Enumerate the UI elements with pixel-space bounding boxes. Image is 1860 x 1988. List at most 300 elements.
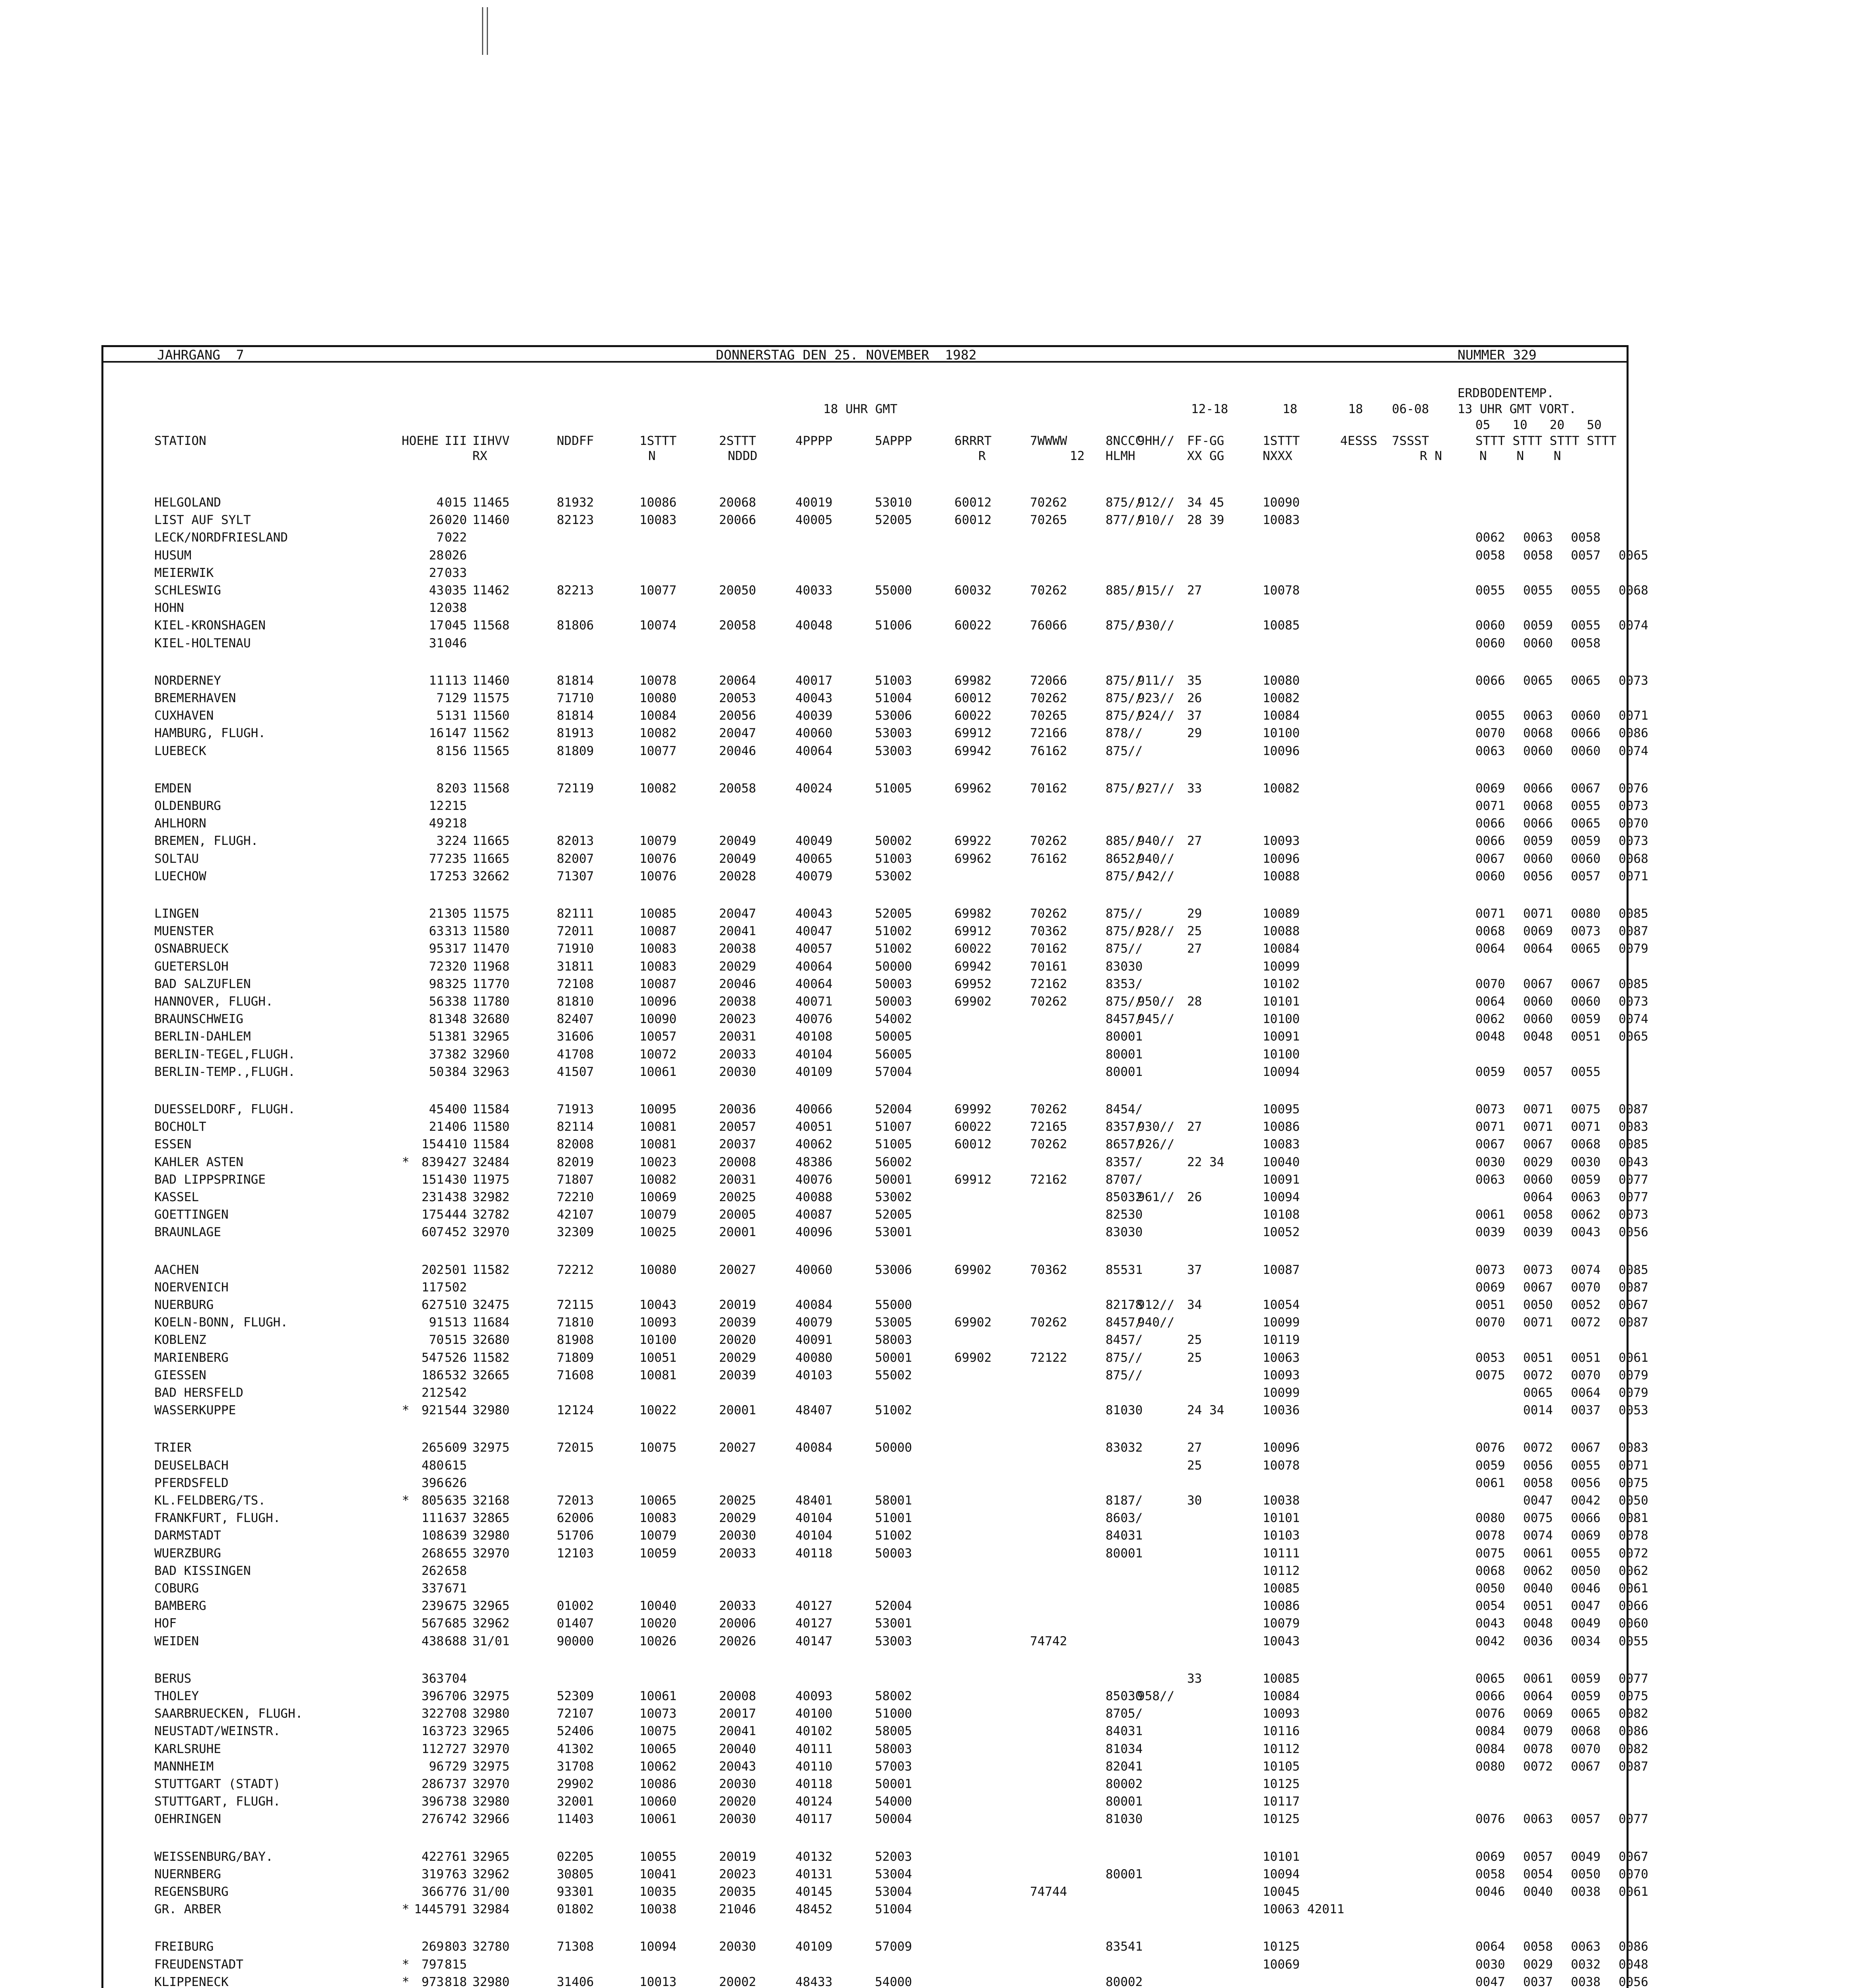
- station-name: WASSERKUPPE: [154, 1403, 236, 1417]
- cell-iii: 609: [445, 1441, 467, 1455]
- cell-temp20: 0065: [1571, 942, 1601, 956]
- cell-iii: 235: [445, 852, 467, 866]
- cell-iihvv: 11584: [472, 1137, 510, 1151]
- cell-iii: 815: [445, 1957, 467, 1972]
- cell-temp20: 0080: [1571, 907, 1601, 921]
- cell-5appp: 52005: [875, 1208, 912, 1222]
- cell-1sttt-max: 10087: [1263, 1263, 1300, 1277]
- cell-iii: 038: [445, 601, 467, 615]
- cell-8nccc: 8457/: [1106, 1012, 1143, 1026]
- cell-temp50: 0043: [1619, 1155, 1648, 1169]
- cell-temp05: 0048: [1475, 1029, 1505, 1044]
- cell-1sttt: 10026: [639, 1634, 677, 1648]
- cell-6rrrt: 60012: [954, 495, 992, 510]
- cell-7wwww: 70262: [1030, 834, 1067, 848]
- hoehe-value: 5: [436, 709, 444, 723]
- table-row: [0, 618, 1860, 633]
- cell-nddff: 81809: [557, 744, 594, 758]
- cell-temp05: 0073: [1475, 1263, 1505, 1277]
- cell-2sttt: 20066: [719, 513, 756, 527]
- cell-temp20: 0062: [1571, 1208, 1601, 1222]
- cell-nddff: 72015: [557, 1441, 594, 1455]
- cell-1sttt: 10093: [639, 1315, 677, 1330]
- cell-iihvv: 32980: [472, 1975, 510, 1988]
- cell-2sttt: 20068: [719, 495, 756, 510]
- cell-temp20: 0047: [1571, 1599, 1601, 1613]
- cell-ffgg: 24 34: [1187, 1403, 1224, 1417]
- hoehe-value: 396: [422, 1794, 444, 1809]
- cell-1sttt: 10096: [639, 994, 677, 1009]
- cell-temp50: 0075: [1619, 1689, 1648, 1703]
- cell-temp05: 0076: [1475, 1441, 1505, 1455]
- cell-1sttt: 10081: [639, 1137, 677, 1151]
- cell-2sttt: 20030: [719, 1777, 756, 1791]
- cell-8nccc: 875//: [1106, 781, 1143, 796]
- cell-8nccc: 8353/: [1106, 977, 1143, 991]
- cell-4pppp: 40049: [795, 834, 833, 848]
- cell-temp10: 0063: [1523, 709, 1553, 723]
- cell-4pppp: 40104: [795, 1528, 833, 1543]
- cell-temp10: 0060: [1523, 1012, 1553, 1026]
- date-label: DONNERSTAG DEN 25. NOVEMBER 1982: [716, 347, 977, 363]
- cell-5appp: 57003: [875, 1759, 912, 1774]
- cell-temp50: 0065: [1619, 1029, 1648, 1044]
- jahrgang-label: JAHRGANG 7: [157, 347, 244, 363]
- cell-5appp: 51000: [875, 1706, 912, 1721]
- cell-temp50: 0073: [1619, 1208, 1648, 1222]
- cell-1sttt-max: 10119: [1263, 1333, 1300, 1347]
- cell-iii: 384: [445, 1065, 467, 1079]
- cell-8nccc: 80001: [1106, 1546, 1143, 1561]
- table-row: [0, 548, 1860, 563]
- cell-temp10: 0062: [1523, 1564, 1553, 1578]
- cell-7wwww: 76162: [1030, 852, 1067, 866]
- station-name: BAD KISSINGEN: [154, 1564, 251, 1578]
- cell-temp05: 0053: [1475, 1351, 1505, 1365]
- cell-1sttt-max: 10094: [1263, 1867, 1300, 1881]
- cell-temp50: 0087: [1619, 1315, 1648, 1330]
- cell-temp20: 0072: [1571, 1315, 1601, 1330]
- station-name: KIEL-KRONSHAGEN: [154, 618, 266, 633]
- cell-2sttt: 20008: [719, 1689, 756, 1703]
- cell-8nccc: 80001: [1106, 1867, 1143, 1881]
- cell-6rrrt: 69942: [954, 959, 992, 974]
- cell-2sttt: 20035: [719, 1885, 756, 1899]
- station-name: BOCHOLT: [154, 1120, 206, 1134]
- station-name: KIEL-HOLTENAU: [154, 636, 251, 650]
- table-row: [0, 1280, 1860, 1295]
- cell-7wwww: 72166: [1030, 726, 1067, 740]
- table-row: [0, 1741, 1860, 1757]
- cell-temp05: 0066: [1475, 834, 1505, 848]
- cell-2sttt: 20002: [719, 1975, 756, 1988]
- cell-8nccc: 875//: [1106, 942, 1143, 956]
- cell-5appp: 51002: [875, 1528, 912, 1543]
- cell-iii: 708: [445, 1706, 467, 1721]
- cell-iihvv: 32782: [472, 1208, 510, 1222]
- cell-temp20: 0057: [1571, 1812, 1601, 1826]
- cell-1sttt-max: 10103: [1263, 1528, 1300, 1543]
- cell-4pppp: 40117: [795, 1812, 833, 1826]
- cell-iihvv: 11665: [472, 834, 510, 848]
- cell-5appp: 55002: [875, 1368, 912, 1382]
- cell-5appp: 50003: [875, 977, 912, 991]
- cell-temp50: 0075: [1619, 1476, 1648, 1490]
- table-row: [0, 1155, 1860, 1170]
- cell-temp05: 0061: [1475, 1476, 1505, 1490]
- cell-temp20: 0071: [1571, 1120, 1601, 1134]
- cell-iihvv: 32982: [472, 1190, 510, 1204]
- cell-nddff: 31708: [557, 1759, 594, 1774]
- cell-6rrrt: 69982: [954, 674, 992, 688]
- cell-7wwww: 70262: [1030, 907, 1067, 921]
- station-name: BREMEN, FLUGH.: [154, 834, 258, 848]
- cell-temp05: 0061: [1475, 1208, 1505, 1222]
- station-name: BERLIN-TEGEL,FLUGH.: [154, 1047, 295, 1062]
- cell-ffgg: 37: [1187, 1263, 1202, 1277]
- cell-6rrrt: 69912: [954, 1173, 992, 1187]
- cell-ffgg: 25: [1187, 924, 1202, 938]
- cell-1sttt-max: 10102: [1263, 977, 1300, 991]
- cell-8nccc: 8652/: [1106, 852, 1143, 866]
- hoehe-value: 4: [436, 495, 444, 510]
- cell-temp50: 0073: [1619, 994, 1648, 1009]
- cell-6rrrt: 60022: [954, 942, 992, 956]
- cell-temp05: 0080: [1475, 1759, 1505, 1774]
- cell-temp05: 0039: [1475, 1225, 1505, 1239]
- cell-iihvv: 32966: [472, 1812, 510, 1826]
- cell-temp20: 0055: [1571, 1458, 1601, 1473]
- table-row: [0, 1867, 1860, 1882]
- cell-ffgg: 27: [1187, 834, 1202, 848]
- cell-temp10: 0059: [1523, 618, 1553, 633]
- cell-iihvv: 32484: [472, 1155, 510, 1169]
- cell-temp50: 0068: [1619, 583, 1648, 598]
- cell-iihvv: 11460: [472, 674, 510, 688]
- table-row: [0, 816, 1860, 831]
- cell-nddff: 71807: [557, 1173, 594, 1187]
- station-name: OLDENBURG: [154, 799, 221, 813]
- cell-iii: 203: [445, 781, 467, 796]
- cell-2sttt: 21046: [719, 1902, 756, 1916]
- hoehe-value: 366: [422, 1885, 444, 1899]
- cell-iihvv: 11575: [472, 907, 510, 921]
- 2sttt-header: 2STTT: [719, 434, 756, 448]
- hoehe-value: 805: [422, 1493, 444, 1508]
- hoehe-value: 268: [422, 1546, 444, 1561]
- cell-nddff: 01802: [557, 1902, 594, 1916]
- cell-temp50: 0083: [1619, 1120, 1648, 1134]
- cell-1sttt-max: 10125: [1263, 1812, 1300, 1826]
- cell-ffgg: 27: [1187, 1120, 1202, 1134]
- cell-temp05: 0046: [1475, 1885, 1505, 1899]
- cell-temp50: 0077: [1619, 1190, 1648, 1204]
- cell-iihvv: 11580: [472, 1120, 510, 1134]
- hoehe-value: 28: [429, 548, 444, 563]
- station-name: EMDEN: [154, 781, 192, 796]
- cell-temp20: 0070: [1571, 1742, 1601, 1756]
- station-name: GIESSEN: [154, 1368, 206, 1382]
- station-name: BERUS: [154, 1672, 192, 1686]
- cell-temp10: 0058: [1523, 548, 1553, 563]
- cell-temp20: 0032: [1571, 1957, 1601, 1972]
- hoehe-value: 12: [429, 601, 444, 615]
- period-12-18: 12-18: [1191, 402, 1228, 416]
- cell-2sttt: 20041: [719, 1724, 756, 1738]
- cell-7wwww: 70262: [1030, 1315, 1067, 1330]
- cell-nddff: 72108: [557, 977, 594, 991]
- hlmh-header: HLMH: [1106, 449, 1135, 463]
- table-row: [0, 1794, 1860, 1809]
- cell-2sttt: 20005: [719, 1208, 756, 1222]
- cell-2sttt: 20019: [719, 1298, 756, 1312]
- table-row: [0, 1616, 1860, 1631]
- cell-temp10: 0072: [1523, 1368, 1553, 1382]
- cell-2sttt: 20023: [719, 1867, 756, 1881]
- table-row: [0, 530, 1860, 545]
- cell-4pppp: 40108: [795, 1029, 833, 1044]
- cell-temp20: 0051: [1571, 1351, 1601, 1365]
- cell-8nccc: 80002: [1106, 1975, 1143, 1988]
- cell-6rrrt: 69902: [954, 994, 992, 1009]
- cell-iii: 655: [445, 1546, 467, 1561]
- cell-5appp: 57009: [875, 1939, 912, 1954]
- cell-4pppp: 48407: [795, 1403, 833, 1417]
- hoehe-value: 363: [422, 1672, 444, 1686]
- cell-8nccc: 84031: [1106, 1528, 1143, 1543]
- cell-iii: 427: [445, 1155, 467, 1169]
- station-name: OEHRINGEN: [154, 1812, 221, 1826]
- station-name: NORDERNEY: [154, 674, 221, 688]
- cell-temp20: 0050: [1571, 1867, 1601, 1881]
- hoehe-value: 7: [436, 530, 444, 545]
- cell-1sttt-max: 10084: [1263, 942, 1300, 956]
- cell-7wwww: 76162: [1030, 744, 1067, 758]
- cell-8nccc: 875//: [1106, 869, 1143, 883]
- hoehe-value: 262: [422, 1564, 444, 1578]
- cell-iii: 382: [445, 1047, 467, 1062]
- cell-nddff: 71910: [557, 942, 594, 956]
- cell-1sttt: 10038: [639, 1902, 677, 1916]
- cell-iihvv: 32680: [472, 1012, 510, 1026]
- cell-1sttt-max: 10101: [1263, 994, 1300, 1009]
- cell-iii: 615: [445, 1458, 467, 1473]
- cell-nddff: 71809: [557, 1351, 594, 1365]
- table-row: [0, 1776, 1860, 1792]
- cell-1sttt-max: 10085: [1263, 1581, 1300, 1596]
- cell-5appp: 51005: [875, 1137, 912, 1151]
- cell-iihvv: 11582: [472, 1263, 510, 1277]
- cell-temp20: 0070: [1571, 1368, 1601, 1382]
- table-row: [0, 636, 1860, 651]
- cell-6rrrt: 69912: [954, 726, 992, 740]
- cell-1sttt-max: 10112: [1263, 1742, 1300, 1756]
- table-row: [0, 1563, 1860, 1578]
- cell-2sttt: 20058: [719, 781, 756, 796]
- hoehe-value: 81: [429, 1012, 444, 1026]
- erdboden-header: ERDBODENTEMP.: [1458, 386, 1554, 400]
- cell-2sttt: 20038: [719, 942, 756, 956]
- cell-1sttt: 10023: [639, 1155, 677, 1169]
- hoehe-value: 72: [429, 959, 444, 974]
- cell-4pppp: 40111: [795, 1742, 833, 1756]
- cell-4pppp: 40088: [795, 1190, 833, 1204]
- cell-4pppp: 40147: [795, 1634, 833, 1648]
- cell-1sttt-max: 10078: [1263, 1458, 1300, 1473]
- cell-temp10: 0029: [1523, 1957, 1553, 1972]
- cell-temp05: 0055: [1475, 709, 1505, 723]
- cell-iii: 113: [445, 674, 467, 688]
- cell-iihvv: 32970: [472, 1777, 510, 1791]
- cell-4pppp: 40131: [795, 1867, 833, 1881]
- cell-1sttt-max: 10052: [1263, 1225, 1300, 1239]
- cell-temp20: 0050: [1571, 1564, 1601, 1578]
- cell-9hh: 940//: [1137, 1315, 1175, 1330]
- cell-temp20: 0055: [1571, 618, 1601, 633]
- cell-temp20: 0065: [1571, 816, 1601, 831]
- cell-nddff: 81932: [557, 495, 594, 510]
- cell-nddff: 72212: [557, 1263, 594, 1277]
- station-name: FREIBURG: [154, 1939, 214, 1954]
- cell-iii: 035: [445, 583, 467, 598]
- cell-1sttt: 10059: [639, 1546, 677, 1561]
- cell-8nccc: 80002: [1106, 1777, 1143, 1791]
- cell-6rrrt: 60032: [954, 583, 992, 598]
- cell-9hh: 958//: [1137, 1689, 1175, 1703]
- cell-temp10: 0073: [1523, 1263, 1553, 1277]
- cell-7wwww: 70162: [1030, 942, 1067, 956]
- cell-6rrrt: 69902: [954, 1351, 992, 1365]
- cell-7wwww: 70262: [1030, 495, 1067, 510]
- cell-1sttt-max: 10086: [1263, 1120, 1300, 1134]
- station-name: KOBLENZ: [154, 1333, 206, 1347]
- cell-9hh: 926//: [1137, 1137, 1175, 1151]
- station-name: LUEBECK: [154, 744, 206, 758]
- cell-8nccc: 875//: [1106, 691, 1143, 705]
- cell-iihvv: 32980: [472, 1528, 510, 1543]
- cell-iii: 729: [445, 1759, 467, 1774]
- hoehe-value: 163: [422, 1724, 444, 1738]
- cell-9hh: 915//: [1137, 583, 1175, 598]
- table-row: [0, 1207, 1860, 1222]
- cell-ffgg: 27: [1187, 1441, 1202, 1455]
- cell-1sttt-max: 10083: [1263, 1137, 1300, 1151]
- cell-1sttt: 10013: [639, 1975, 677, 1988]
- cell-iii: 045: [445, 618, 467, 633]
- cell-5appp: 53010: [875, 495, 912, 510]
- cell-iii: 723: [445, 1724, 467, 1738]
- cell-1sttt-max: 10084: [1263, 1689, 1300, 1703]
- cell-temp10: 0057: [1523, 1065, 1553, 1079]
- table-row: [0, 869, 1860, 884]
- cell-6rrrt: 60012: [954, 513, 992, 527]
- station-name: BAD LIPPSPRINGE: [154, 1173, 266, 1187]
- hoehe-value: 49: [429, 816, 444, 831]
- cell-4pppp: 40132: [795, 1850, 833, 1864]
- cell-temp10: 0072: [1523, 1441, 1553, 1455]
- cell-4pppp: 40060: [795, 726, 833, 740]
- cell-iihvv: 32980: [472, 1794, 510, 1809]
- cell-iihvv: 11665: [472, 852, 510, 866]
- cell-9hh: 924//: [1137, 709, 1175, 723]
- cell-6rrrt: 60022: [954, 1120, 992, 1134]
- cell-iii: 215: [445, 799, 467, 813]
- cell-2sttt: 20033: [719, 1047, 756, 1062]
- cell-nddff: 72013: [557, 1493, 594, 1508]
- cell-2sttt: 20037: [719, 1137, 756, 1151]
- cell-ffgg: 34 45: [1187, 495, 1224, 510]
- cell-4pppp: 40093: [795, 1689, 833, 1703]
- cell-temp50: 0074: [1619, 1012, 1648, 1026]
- cell-4pppp: 40047: [795, 924, 833, 938]
- cell-4pppp: 48401: [795, 1493, 833, 1508]
- cell-2sttt: 20041: [719, 924, 756, 938]
- table-row: [0, 1759, 1860, 1774]
- cell-7wwww: 70262: [1030, 1102, 1067, 1116]
- cell-1sttt-max: 10082: [1263, 781, 1300, 796]
- cell-temp10: 0068: [1523, 799, 1553, 813]
- cell-temp50: 0086: [1619, 1939, 1648, 1954]
- cell-iihvv: 11462: [472, 583, 510, 598]
- cell-8nccc: 81034: [1106, 1742, 1143, 1756]
- cell-temp10: 0040: [1523, 1885, 1553, 1899]
- cell-temp50: 0071: [1619, 869, 1648, 883]
- cell-iihvv: 32962: [472, 1867, 510, 1881]
- cell-iihvv: 32475: [472, 1298, 510, 1312]
- cell-temp10: 0058: [1523, 1939, 1553, 1954]
- cell-ffgg: 34: [1187, 1298, 1202, 1312]
- cell-9hh: 912//: [1137, 1298, 1175, 1312]
- cell-6rrrt: 69922: [954, 834, 992, 848]
- cell-iihvv: 11565: [472, 744, 510, 758]
- cell-5appp: 52003: [875, 1850, 912, 1864]
- cell-iihvv: 32665: [472, 1368, 510, 1382]
- station-name: STUTTGART (STADT): [154, 1777, 281, 1791]
- cell-temp05: 0059: [1475, 1458, 1505, 1473]
- hoehe-value: 21: [429, 1120, 444, 1134]
- cell-5appp: 52005: [875, 513, 912, 527]
- cell-iii: 501: [445, 1263, 467, 1277]
- cell-1sttt-max: 10085: [1263, 1672, 1300, 1686]
- cell-iii: 727: [445, 1742, 467, 1756]
- cell-temp05: 0075: [1475, 1546, 1505, 1561]
- cell-temp50: 0061: [1619, 1351, 1648, 1365]
- cell-7wwww: 76066: [1030, 618, 1067, 633]
- station-name: AACHEN: [154, 1263, 199, 1277]
- cell-8nccc: 85030: [1106, 1689, 1143, 1703]
- period-18b: 18: [1348, 402, 1363, 416]
- cell-iihvv: 32960: [472, 1047, 510, 1062]
- cell-4pppp: 40064: [795, 977, 833, 991]
- cell-iihvv: 32965: [472, 1850, 510, 1864]
- cell-1sttt: 10086: [639, 495, 677, 510]
- cell-2sttt: 20031: [719, 1173, 756, 1187]
- cell-temp05: 0064: [1475, 1939, 1505, 1954]
- cell-iii: 510: [445, 1298, 467, 1312]
- hoehe-value: 151: [422, 1173, 444, 1187]
- station-name: NOERVENICH: [154, 1280, 229, 1295]
- cell-temp20: 0063: [1571, 1190, 1601, 1204]
- hoehe-value: 1445: [414, 1902, 444, 1916]
- cell-5appp: 58002: [875, 1689, 912, 1703]
- cell-temp10: 0060: [1523, 1173, 1553, 1187]
- cell-5appp: 51001: [875, 1511, 912, 1525]
- cell-2sttt: 20033: [719, 1599, 756, 1613]
- cell-1sttt-max: 10040: [1263, 1155, 1300, 1169]
- hoehe-value: 973: [422, 1975, 444, 1988]
- cell-4pppp: 40076: [795, 1012, 833, 1026]
- cell-iii: 502: [445, 1280, 467, 1295]
